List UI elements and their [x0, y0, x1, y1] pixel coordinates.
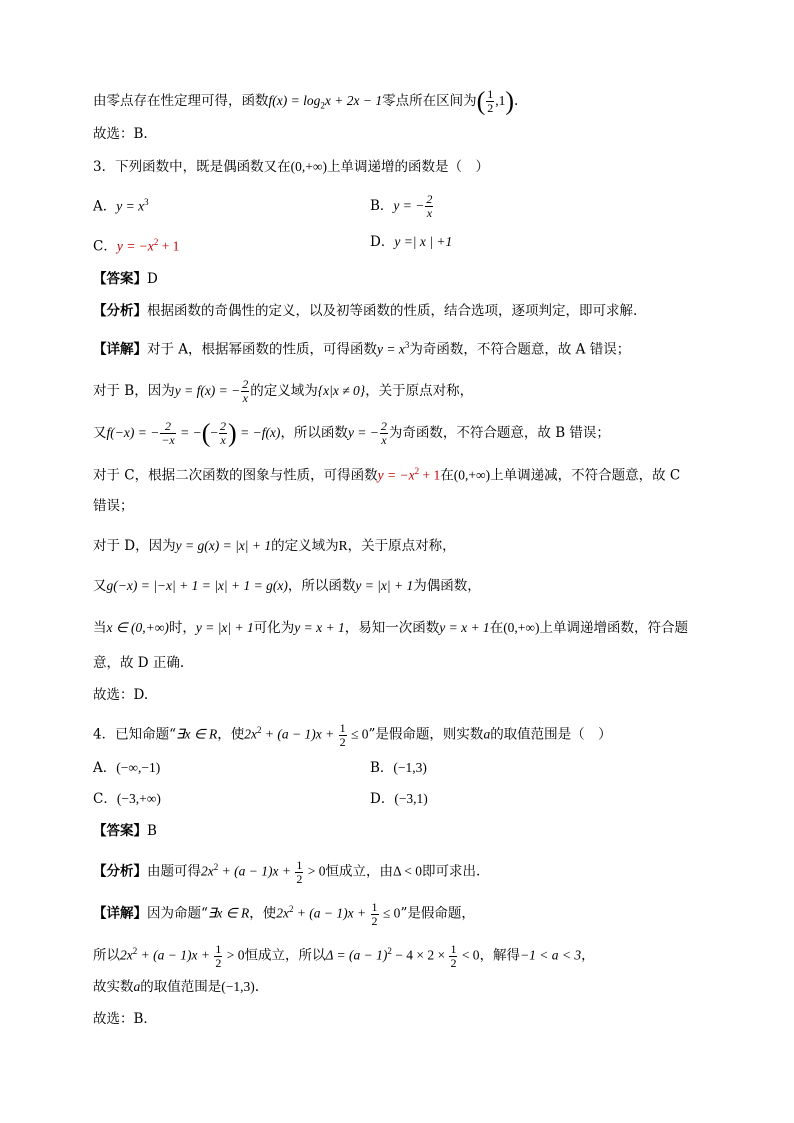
- fraction-numerator: 1: [487, 87, 494, 101]
- analysis-line: [93, 858, 480, 886]
- math-expr: = −f(x): [236, 425, 281, 440]
- math-expr: Δ = (a − 1): [325, 947, 388, 963]
- text-fragment: 即可求出.: [422, 863, 481, 880]
- detail-line: [93, 619, 688, 637]
- math-expr: y = x + 1: [294, 620, 345, 635]
- math-expr: (−3,1): [394, 791, 428, 806]
- math-sup: 2: [257, 725, 262, 735]
- text-fragment: ，关于原点对称，: [347, 538, 456, 554]
- option-label: D．: [370, 234, 395, 250]
- math-expr: y = −: [347, 425, 379, 440]
- math-expr: + (a − 1)x +: [261, 726, 338, 742]
- option-label: D．: [370, 791, 395, 807]
- math-expr: −1 < a < 3: [520, 947, 582, 963]
- math-expr: = −: [176, 425, 202, 440]
- math-expr: + (a − 1)x +: [293, 905, 370, 921]
- fraction-numerator: 2: [426, 192, 433, 206]
- math-sup: 2: [387, 946, 392, 956]
- math-var: a: [483, 726, 491, 742]
- text-fragment: 3．下列函数中，既是偶函数又在: [93, 159, 291, 175]
- answer-line: [93, 822, 157, 840]
- math-expr: (−∞,−1): [116, 760, 161, 775]
- option-label: A．: [93, 760, 117, 776]
- math-expr: + (a − 1)x +: [218, 863, 295, 879]
- answer-choice: 故选：B.: [93, 126, 148, 142]
- detail-tag: 【详解】: [93, 341, 147, 358]
- math-expr: ,1: [495, 93, 506, 108]
- fraction: [160, 420, 175, 447]
- question-4-option-c: [93, 790, 161, 808]
- fraction-denominator: 2: [371, 913, 378, 928]
- text-fragment: ”是假命题，: [400, 905, 475, 922]
- option-label: A．: [93, 198, 117, 215]
- math-expr: 2x: [120, 947, 133, 963]
- math-expr: y = −x: [377, 467, 415, 483]
- text-fragment: ，使: [249, 905, 277, 922]
- analysis-tag: 【分析】: [93, 863, 147, 880]
- math-expr: (−1,3): [221, 979, 255, 994]
- answer-tag: 【答案】: [93, 271, 147, 287]
- math-expr: ∃x ∈ R: [176, 726, 218, 742]
- paren-left: (: [476, 86, 486, 116]
- question-3-option-b: [370, 193, 434, 220]
- text-fragment: ，: [581, 947, 595, 964]
- math-expr: (−3,+∞): [116, 791, 161, 806]
- question-4-option-b: [370, 759, 427, 777]
- fraction-denominator: 2: [296, 871, 303, 886]
- text-fragment: 恒成立，由: [325, 863, 393, 880]
- math-sup: 2: [132, 946, 138, 956]
- fraction: [295, 859, 303, 886]
- fraction-numerator: 2: [220, 419, 227, 433]
- answer-tag: 【答案】: [93, 823, 147, 839]
- math-expr: 2x: [201, 863, 214, 879]
- math-expr: Δ < 0: [392, 863, 423, 879]
- text-fragment: 恒成立，所以: [244, 947, 326, 964]
- question-4-option-d: [370, 790, 428, 808]
- question-3-option-c: [93, 233, 179, 256]
- text-fragment: 故实数: [93, 979, 134, 995]
- fraction: [214, 943, 222, 970]
- text-fragment: 可化为: [253, 620, 295, 636]
- text-fragment: 的取值范围是: [140, 979, 222, 995]
- detail-line: 意，故 D 正确.: [93, 655, 185, 671]
- text-line: [93, 88, 518, 115]
- text-fragment: 对于 B，因为: [93, 383, 175, 399]
- option-label: C．: [93, 238, 117, 255]
- text-fragment: 因为命题“: [147, 905, 208, 922]
- detail-tag: 【详解】: [93, 905, 147, 922]
- math-sup: 2: [153, 237, 159, 247]
- analysis-text: 根据函数的奇偶性的定义，以及初等函数的性质，结合选项，逐项判定，即可求解.: [147, 303, 638, 319]
- text-fragment: ，关于原点对称，: [365, 383, 474, 399]
- fraction-denominator: x: [220, 433, 226, 447]
- math-sup: 2: [288, 904, 294, 914]
- math-expr: 2x: [276, 905, 289, 921]
- answer-line: [93, 270, 158, 288]
- fraction-numerator: 1: [450, 941, 457, 956]
- text-fragment: 由零点存在性定理可得，函数: [93, 93, 269, 109]
- question-4-stem: [93, 721, 612, 749]
- answer-choice: 故选：B．: [93, 1011, 157, 1027]
- detail-line: [93, 537, 456, 555]
- math-expr: y = g(x) = |x| + 1: [175, 538, 272, 553]
- text-fragment: 对于 C，根据二次函数的图象与性质，可得函数: [93, 467, 378, 484]
- fraction: [449, 943, 457, 970]
- fraction: [425, 193, 433, 220]
- fraction-denominator: x: [426, 206, 433, 220]
- text-fragment: 的定义域为: [250, 383, 318, 399]
- math-sup: 2: [414, 466, 420, 476]
- math-expr: y = f(x) = −: [174, 383, 241, 398]
- answer-value: B: [147, 823, 157, 839]
- text-fragment: ，解得: [479, 947, 521, 964]
- paren-left: (: [201, 418, 211, 448]
- math-expr: R: [338, 538, 348, 553]
- text-fragment: 由题可得: [147, 863, 201, 880]
- option-label: B．: [370, 760, 394, 776]
- math-sup: 2: [213, 862, 219, 872]
- fraction: [339, 722, 347, 749]
- math-expr: + 1: [158, 238, 180, 254]
- text-fragment: 在: [489, 620, 504, 636]
- fraction-numerator: 2: [160, 420, 175, 434]
- answer-choice: 故选：D.: [93, 687, 149, 703]
- fraction: [241, 378, 249, 405]
- math-expr: (−1,3): [393, 760, 427, 775]
- text-fragment: ，所以函数: [280, 425, 348, 441]
- math-sup: 3: [404, 340, 410, 350]
- math-expr: f(x) = log: [268, 93, 321, 108]
- option-label: B．: [370, 198, 394, 214]
- text-fragment: ，所以函数: [287, 578, 356, 594]
- text-fragment: ”是假命题，则实数: [368, 726, 484, 743]
- detail-line: 错误；: [93, 498, 134, 514]
- math-expr: + 1: [419, 467, 441, 483]
- fraction-numerator: 1: [339, 720, 346, 735]
- math-expr: y = −: [393, 198, 425, 213]
- text-fragment: 上单调递减，不符合题意，故 C: [490, 467, 681, 484]
- question-3-option-a: [93, 193, 149, 216]
- math-expr: x ∈ (0,+∞): [106, 620, 169, 635]
- text-fragment: 零点所在区间为: [382, 93, 477, 109]
- text-fragment: 为偶函数，: [413, 578, 481, 594]
- paren-right: ): [228, 418, 237, 448]
- detail-line: [93, 900, 475, 928]
- math-expr: 2x: [244, 726, 258, 742]
- text-fragment: 对于 A，根据幂函数的性质，可得函数: [147, 341, 378, 358]
- text-fragment: ，易知一次函数: [344, 620, 440, 636]
- fraction-denominator: 2: [450, 955, 457, 970]
- text-fragment: 的取值范围是（ ）: [490, 726, 612, 743]
- math-expr: y = x: [116, 198, 145, 214]
- math-expr: (0,+∞): [453, 467, 491, 483]
- detail-line: [93, 942, 595, 970]
- paren-right: ): [505, 86, 515, 116]
- text-fragment: 上单调递增的函数是（ ）: [326, 159, 489, 175]
- text-fragment: 4．已知命题“: [93, 726, 176, 743]
- text-fragment: 对于 D，因为: [93, 538, 176, 554]
- math-expr: y = |x| + 1: [195, 620, 254, 635]
- math-expr: ∃x ∈ R: [207, 905, 250, 921]
- fraction-denominator: 2: [487, 101, 494, 115]
- math-expr: ≤ 0: [379, 905, 401, 921]
- fraction-denominator: 2: [339, 734, 346, 749]
- math-expr: y = x + 1: [439, 620, 490, 635]
- math-expr: − 4 × 2 ×: [391, 947, 449, 963]
- detail-line: 又f(−x) = − $\frac{2}{-x}$ = −(− $\frac{2}{x}$ ) = −f(x)，所以函数y = − $\frac{2}{x}$ 为奇函数，不符合题意，故 B 错误；: [93, 418, 610, 448]
- math-sub: 2: [320, 100, 325, 111]
- fraction-numerator: 1: [296, 857, 303, 872]
- fraction-denominator: −x: [161, 433, 175, 447]
- text-fragment: ，使: [217, 726, 245, 743]
- math-expr: y = x: [377, 341, 405, 357]
- detail-line: [93, 978, 259, 996]
- math-expr: ≤ 0: [347, 726, 369, 742]
- math-expr: (0,+∞): [290, 159, 327, 174]
- math-expr: > 0: [304, 863, 326, 879]
- analysis-line: [93, 302, 637, 320]
- math-sup: 3: [144, 197, 149, 207]
- math-expr: + (a − 1)x +: [137, 947, 214, 963]
- text-fragment: 的定义域为: [271, 538, 339, 554]
- fraction-numerator: 1: [215, 941, 222, 956]
- option-label: C．: [93, 791, 117, 807]
- text-fragment: 时，: [168, 620, 196, 636]
- math-var: a: [133, 979, 141, 994]
- fraction-numerator: 2: [380, 419, 387, 433]
- math-expr: y = −x: [116, 238, 154, 254]
- fraction-numerator: 2: [242, 377, 249, 391]
- fraction-denominator: x: [381, 433, 387, 447]
- fraction: [380, 420, 388, 447]
- analysis-tag: 【分析】: [93, 303, 147, 319]
- text-fragment: 为奇函数，不符合题意，故 A 错误；: [409, 341, 631, 358]
- text-fragment: 又: [93, 578, 107, 594]
- math-expr: y =| x | +1: [394, 234, 453, 249]
- fraction-numerator: 1: [371, 899, 378, 914]
- detail-line: [93, 462, 680, 485]
- math-expr: g(−x) = |−x| + 1 = |x| + 1 = g(x): [106, 578, 288, 593]
- text-fragment: 上单调递增函数，符合题: [539, 620, 689, 636]
- fraction: [371, 901, 379, 928]
- fraction: [486, 88, 494, 115]
- question-3-option-d: [370, 233, 452, 251]
- text-fragment: 又: [93, 425, 107, 441]
- text-fragment: 在: [440, 467, 454, 484]
- text-fragment: 所以: [93, 947, 120, 964]
- fraction-denominator: x: [242, 391, 248, 405]
- math-expr: (0,+∞): [503, 620, 540, 635]
- fraction: [219, 420, 227, 447]
- math-expr: < 0: [458, 947, 480, 963]
- detail-line: [93, 577, 481, 595]
- text-fragment: 为奇函数，不符合题意，故 B 错误；: [388, 425, 610, 441]
- text-fragment: 当: [93, 620, 107, 636]
- math-expr: x + 2x − 1: [324, 93, 383, 108]
- answer-value: D: [147, 271, 158, 287]
- math-expr: f(−x) = −: [106, 425, 160, 440]
- question-4-option-a: [93, 759, 160, 777]
- question-3-stem: [93, 158, 489, 176]
- detail-line: [93, 336, 630, 359]
- text-fragment: .: [514, 93, 519, 109]
- detail-line: [93, 378, 473, 405]
- math-expr: > 0: [223, 947, 245, 963]
- math-expr: y = |x| + 1: [355, 578, 414, 593]
- text-fragment: .: [254, 979, 260, 995]
- fraction-denominator: 2: [215, 955, 222, 970]
- math-expr: {x|x ≠ 0}: [317, 383, 366, 398]
